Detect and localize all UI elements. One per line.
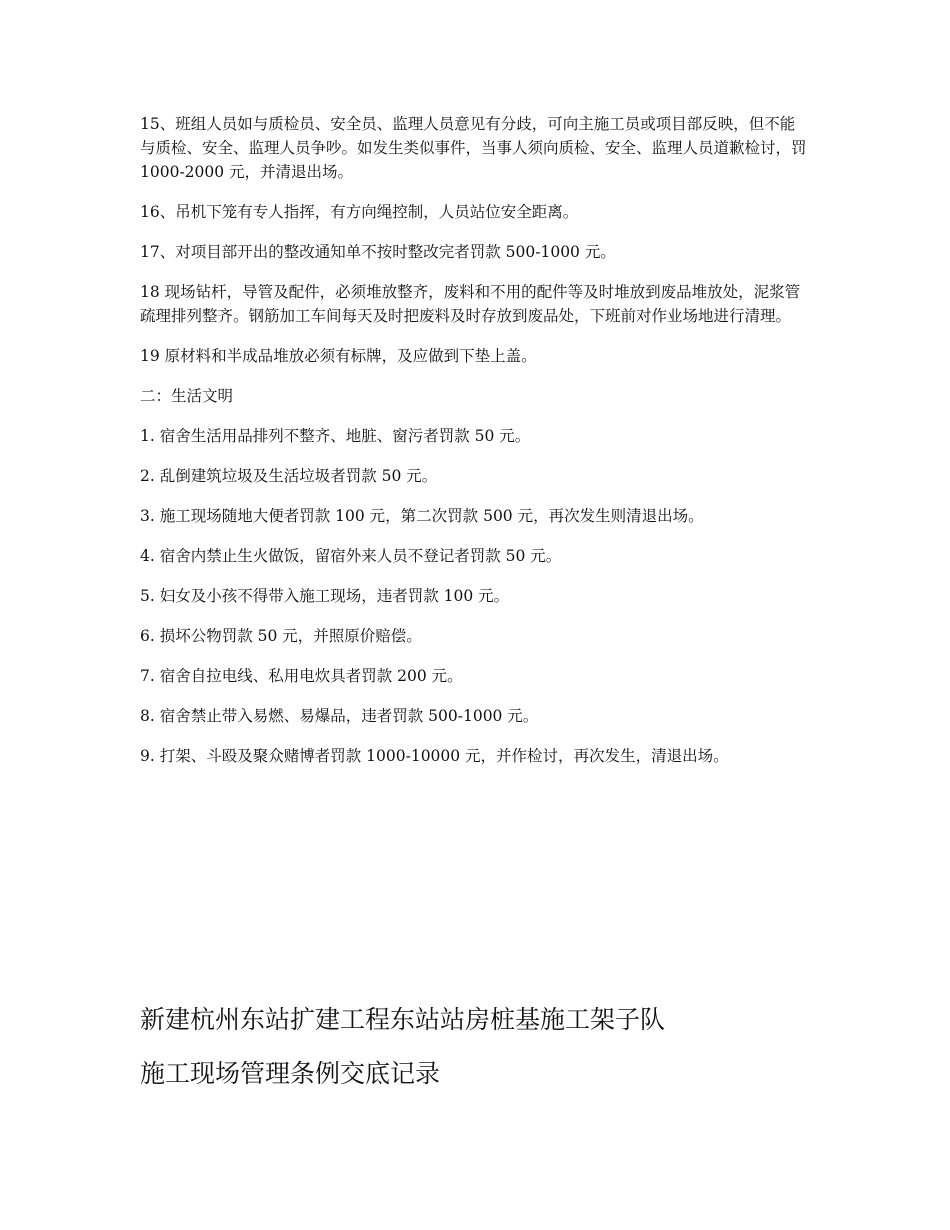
living-rule-9: 9. 打架、斗殴及聚众赌博者罚款 1000-10000 元，并作检讨，再次发生，清退出场。 (140, 747, 729, 765)
living-rule-6: 6. 损坏公物罚款 50 元，并照原价赔偿。 (140, 627, 422, 645)
record-title: 施工现场管理条例交底记录 (140, 1059, 441, 1088)
rule-item-15: 15、班组人员如与质检员、安全员、监理人员意见有分歧，可向主施工员或项目部反映，但不能与质检、安全、监理人员争吵。如发生类似事件，当事人须向质检、安全、监理人员道歉检讨，罚 1000-2000 元，并清退出场。 (140, 115, 807, 181)
living-rule-2: 2. 乱倒建筑垃圾及生活垃圾者罚款 50 元。 (140, 467, 438, 485)
living-rule-5: 5. 妇女及小孩不得带入施工现场，违者罚款 100 元。 (140, 587, 510, 605)
living-rule-8: 8. 宿舍禁止带入易燃、易爆品，违者罚款 500-1000 元。 (140, 707, 539, 725)
document-title-block (140, 1000, 840, 1108)
living-rule-7: 7. 宿舍自拉电线、私用电炊具者罚款 200 元。 (140, 667, 463, 685)
document-body (140, 112, 810, 784)
rule-item-19: 19 原材料和半成品堆放必须有标牌，及应做到下垫上盖。 (140, 347, 537, 365)
rule-item-16: 16、吊机下笼有专人指挥，有方向绳控制，人员站位安全距离。 (140, 203, 579, 221)
rule-item-18: 18 现场钻杆，导管及配件，必须堆放整齐，废料和不用的配件等及时堆放到废品堆放处，泥浆管疏理排列整齐。钢筋加工车间每天及时把废料及时存放到废品处，下班前对作业场地进行清理。 (140, 283, 801, 325)
living-rule-3: 3. 施工现场随地大便者罚款 100 元，第二次罚款 500 元，再次发生则清退出场。 (140, 507, 704, 525)
project-title: 新建杭州东站扩建工程东站站房桩基施工架子队 (140, 1005, 666, 1034)
living-rule-1: 1. 宿舍生活用品排列不整齐、地脏、窗污者罚款 50 元。 (140, 427, 531, 445)
rule-item-17: 17、对项目部开出的整改通知单不按时整改完者罚款 500-1000 元。 (140, 243, 616, 261)
section-heading-living: 二：生活文明 (140, 387, 234, 405)
living-rule-4: 4. 宿舍内禁止生火做饭，留宿外来人员不登记者罚款 50 元。 (140, 547, 562, 565)
